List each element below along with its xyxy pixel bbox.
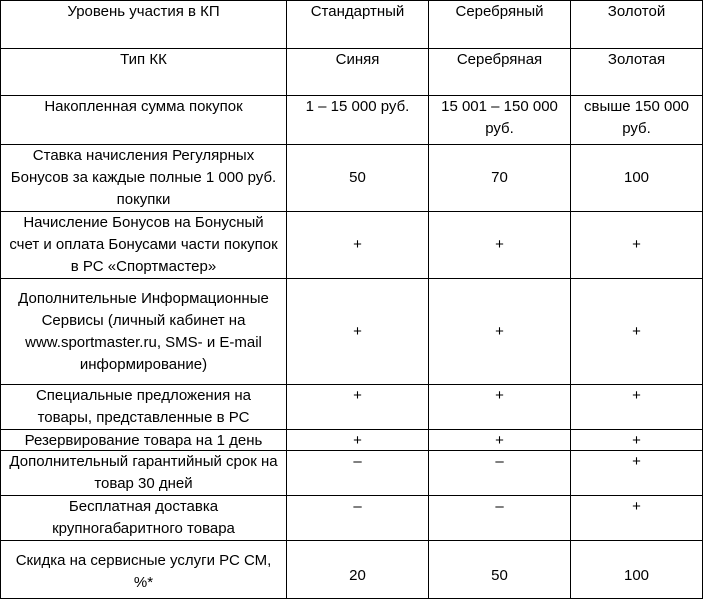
cell-gold: +	[571, 279, 703, 385]
cell-gold: +	[571, 451, 703, 496]
cell-gold: +	[571, 430, 703, 451]
cell-silver: –	[429, 451, 571, 496]
cell-standard: Синяя	[287, 49, 429, 96]
cell-silver: +	[429, 430, 571, 451]
cell-gold: свыше 150 000 руб.	[571, 96, 703, 145]
cell-silver: +	[429, 212, 571, 279]
table-row	[1, 496, 703, 541]
row-label: Тип КК	[1, 49, 287, 96]
table-row	[1, 49, 703, 96]
row-label: Начисление Бонусов на Бонусный счет и оплата Бонусами части покупок в РС «Спортмастер»	[1, 212, 287, 279]
row-label: Накопленная сумма покупок	[1, 96, 287, 145]
cell-standard: 50	[287, 145, 429, 212]
header-standard: Стандартный	[287, 1, 429, 49]
cell-standard: –	[287, 496, 429, 541]
cell-gold: 100	[571, 145, 703, 212]
cell-standard: +	[287, 430, 429, 451]
table-row	[1, 279, 703, 385]
table-row	[1, 96, 703, 145]
cell-gold: Золотая	[571, 49, 703, 96]
cell-silver: 50	[429, 541, 571, 599]
cell-gold: +	[571, 385, 703, 430]
cell-standard: +	[287, 385, 429, 430]
table-row	[1, 430, 703, 451]
cell-standard: +	[287, 212, 429, 279]
cell-gold: 100	[571, 541, 703, 599]
cell-standard: +	[287, 279, 429, 385]
cell-standard: 1 – 15 000 руб.	[287, 96, 429, 145]
row-label: Резервирование товара на 1 день	[1, 430, 287, 451]
table-row	[1, 145, 703, 212]
table-row	[1, 212, 703, 279]
row-label: Уровень участия в КП	[1, 1, 287, 49]
cell-silver: 70	[429, 145, 571, 212]
row-label: Бесплатная доставка крупногабаритного товара	[1, 496, 287, 541]
row-label: Скидка на сервисные услуги РС СМ, %*	[1, 541, 287, 599]
table-row	[1, 541, 703, 599]
cell-silver: +	[429, 385, 571, 430]
cell-silver: 15 001 – 150 000 руб.	[429, 96, 571, 145]
header-gold: Золотой	[571, 1, 703, 49]
table-row	[1, 385, 703, 430]
cell-silver: +	[429, 279, 571, 385]
row-label: Ставка начисления Регулярных Бонусов за каждые полные 1 000 руб. покупки	[1, 145, 287, 212]
cell-standard: 20	[287, 541, 429, 599]
table-row	[1, 451, 703, 496]
cell-silver: –	[429, 496, 571, 541]
table-row	[1, 1, 703, 49]
cell-silver: Серебряная	[429, 49, 571, 96]
cell-standard: –	[287, 451, 429, 496]
cell-gold: +	[571, 212, 703, 279]
header-silver: Серебряный	[429, 1, 571, 49]
row-label: Специальные предложения на товары, представленные в РС	[1, 385, 287, 430]
row-label: Дополнительные Информационные Сервисы (личный кабинет на www.sportmaster.ru, SMS- и E-mail информирование)	[1, 279, 287, 385]
cell-gold: +	[571, 496, 703, 541]
row-label: Дополнительный гарантийный срок на товар 30 дней	[1, 451, 287, 496]
